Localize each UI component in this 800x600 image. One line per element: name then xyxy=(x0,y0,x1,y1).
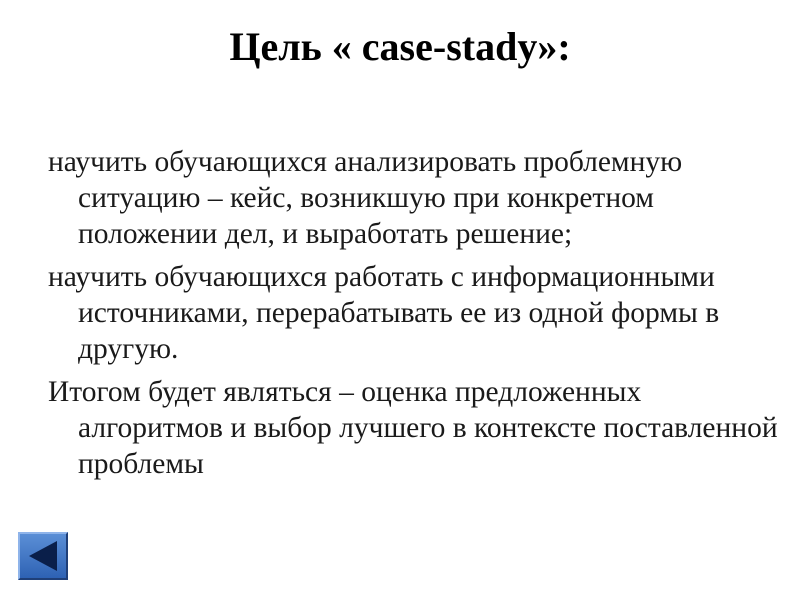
paragraph-goal-sources: научить обучающихся работать с информационными источниками, перерабатывать ее из одной формы в другую. xyxy=(48,261,720,365)
slide-body xyxy=(48,144,788,489)
paragraph-result: Итогом будет являться – оценка предложенных алгоритмов и выбор лучшего в контексте поставленной проблемы xyxy=(48,376,778,480)
triangle-left-icon xyxy=(20,534,66,578)
slide-title: Цель « case-stady»: xyxy=(229,24,571,69)
paragraph-goal-analyze: научить обучающихся анализировать проблемную ситуацию – кейс, возникшую при конкретном положении дел, и выработать решение; xyxy=(48,146,683,250)
back-button[interactable] xyxy=(18,532,68,580)
